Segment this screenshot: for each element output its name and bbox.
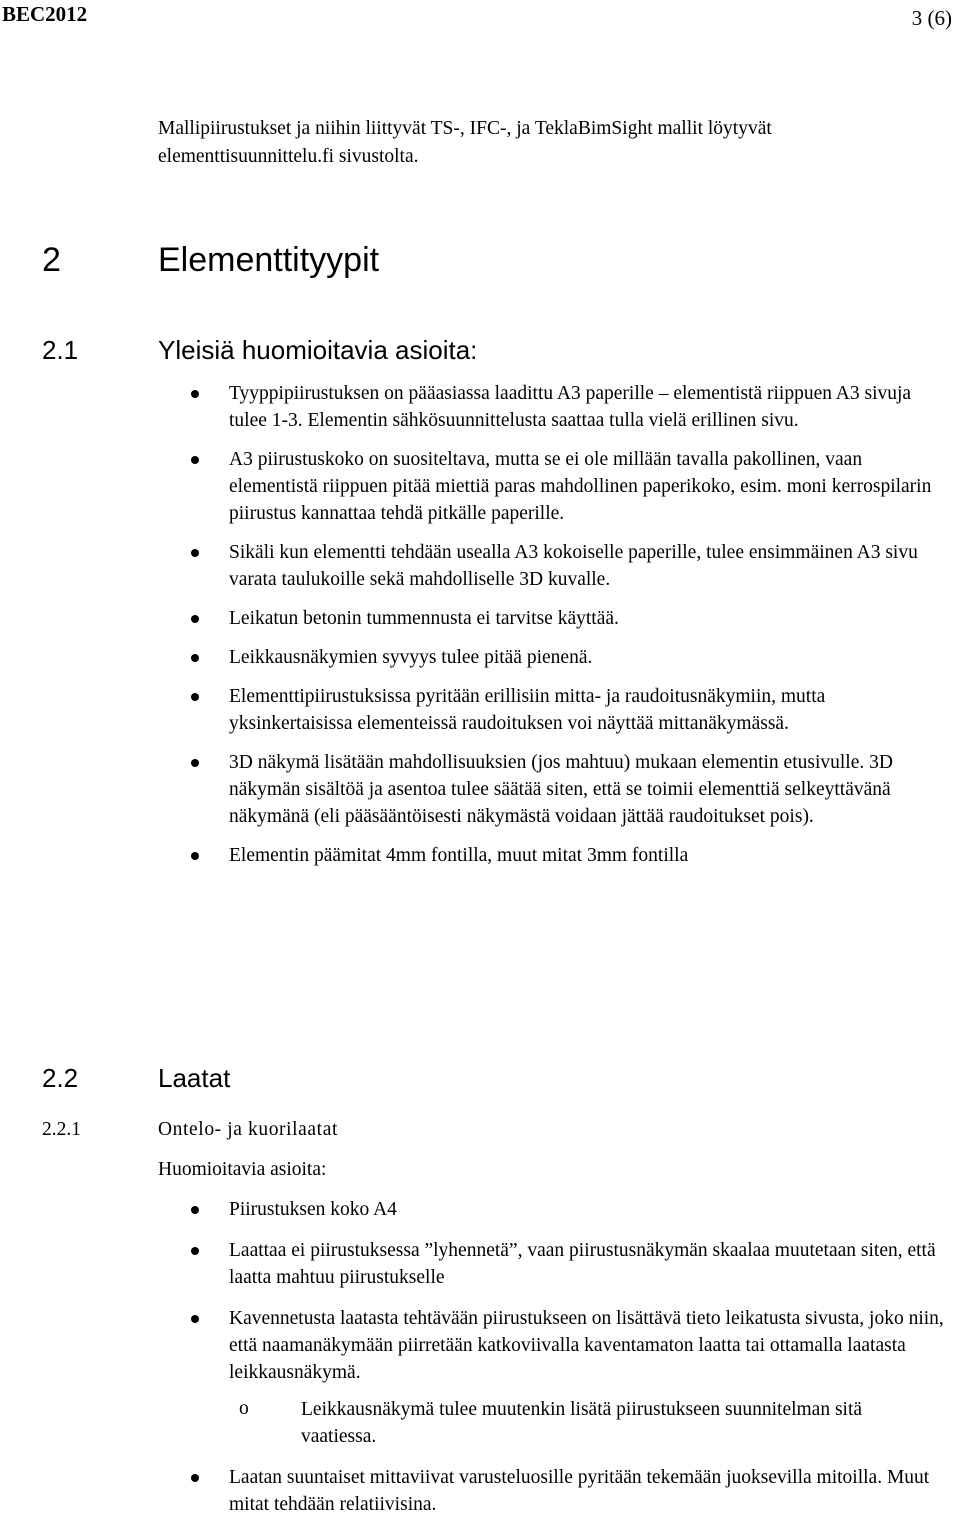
section-number: 2.1 — [42, 335, 79, 365]
list-item: Leikatun betonin tummennusta ei tarvitse käyttää. — [0, 605, 960, 632]
bullet-icon — [191, 852, 199, 860]
section-heading-2-1 — [42, 334, 477, 366]
list-item: Piirustuksen koko A4 — [0, 1196, 960, 1223]
bullet-icon — [191, 1474, 199, 1482]
circle-bullet-icon: o — [239, 1398, 249, 1419]
bullet-icon — [191, 456, 199, 464]
bullet-icon — [191, 1315, 199, 1323]
section-heading-2 — [42, 240, 379, 280]
section-heading-2-2 — [42, 1062, 230, 1094]
section-number: 2.2.1 — [42, 1119, 81, 1140]
bullet-icon — [191, 759, 199, 767]
list-item: Elementtipiirustuksissa pyritään erillisiin mitta- ja raudoitusnäkymiin, mutta yksinkertaisissa elementeissä raudoituksen voi näyttää mittanäkymässä. — [0, 683, 960, 737]
section-title: Ontelo- ja kuorilaatat — [158, 1119, 338, 1140]
slab-notes-list — [0, 1196, 960, 1518]
page-number: 3 (6) — [911, 6, 952, 30]
bullet-icon — [191, 654, 199, 662]
section-title: Yleisiä huomioitavia asioita: — [158, 335, 478, 365]
list-item: 3D näkymä lisätään mahdollisuuksien (jos mahtuu) mukaan elementin etusivulle. 3D näkymän sisältöä ja asentoa tulee säätää siten, että se toimii elementtiä selkeyttävänä näkymänä (eli pääsääntöisesti näkymästä voidaan jättää raudoitukset pois). — [0, 749, 960, 830]
bullet-icon — [191, 1247, 199, 1255]
list-item: Tyyppipiirustuksen on pääasiassa laadittu A3 paperille – elementistä riippuen A3 sivuja tulee 1-3. Elementin sähkösuunnittelusta saattaa tulla vielä erillinen sivu. — [0, 380, 960, 434]
list-item: A3 piirustuskoko on suositeltava, mutta se ei ole millään tavalla pakollinen, vaan elementistä riippuen pitää miettiä paras mahdollinen paperikoko, esim. moni kerrospilarin piirustus kannattaa tehdä pitkälle paperille. — [0, 446, 960, 527]
section-number: 2 — [42, 241, 61, 279]
section-heading-2-2-1 — [42, 1117, 338, 1143]
list-item: Elementin päämitat 4mm fontilla, muut mitat 3mm fontilla — [0, 842, 960, 869]
section-title: Laatat — [158, 1063, 231, 1093]
bullet-icon — [191, 615, 199, 623]
list-item: Sikäli kun elementti tehdään usealla A3 kokoiselle paperille, tulee ensimmäinen A3 sivu varata taulukoille sekä mahdolliselle 3D kuvalle. — [0, 539, 960, 593]
list-item: Laatan suuntaiset mittaviivat varusteluosille pyritään tekemään juoksevilla mitoilla. Muut mitat tehdään relatiivisina. — [0, 1464, 960, 1518]
section-title: Elementtityypit — [158, 241, 380, 279]
sub-list-item: o Leikkausnäkymä tulee muutenkin lisätä piirustukseen suunnitelman sitä vaatiessa. — [239, 1398, 863, 1447]
bullet-icon — [191, 693, 199, 701]
general-notes-list — [0, 380, 960, 869]
document-id: BEC2012 — [2, 2, 88, 26]
list-item: Kavennetusta laatasta tehtävään piirustukseen on lisättävä tieto leikatusta sivusta, joko niin, että naamanäkymään piirretään katkoviivalla kaventamaton laatta tai ottamalla laatasta leikkausnäkymä. o Leikkausnäkymä tulee muutenkin lisätä piirustukseen suunnitelman sitä vaatiessa. — [0, 1305, 960, 1450]
bullet-icon — [191, 1206, 199, 1214]
bullet-icon — [191, 549, 199, 557]
bullet-icon — [191, 390, 199, 398]
sub-list — [229, 1396, 950, 1450]
list-item: Leikkausnäkymien syvyys tulee pitää pienenä. — [0, 644, 960, 671]
intro-paragraph: Mallipiirustukset ja niihin liittyvät TS-, IFC-, ja TeklaBimSight mallit löytyvät elementtisuunnittelu.fi sivustolta. — [158, 118, 772, 167]
notes-subheading: Huomioitavia asioita: — [158, 1159, 327, 1180]
section-number: 2.2 — [42, 1063, 79, 1093]
list-item: Laattaa ei piirustuksessa ”lyhennetä”, vaan piirustusnäkymän skaalaa muutetaan siten, että laatta mahtuu piirustukselle — [0, 1237, 960, 1291]
